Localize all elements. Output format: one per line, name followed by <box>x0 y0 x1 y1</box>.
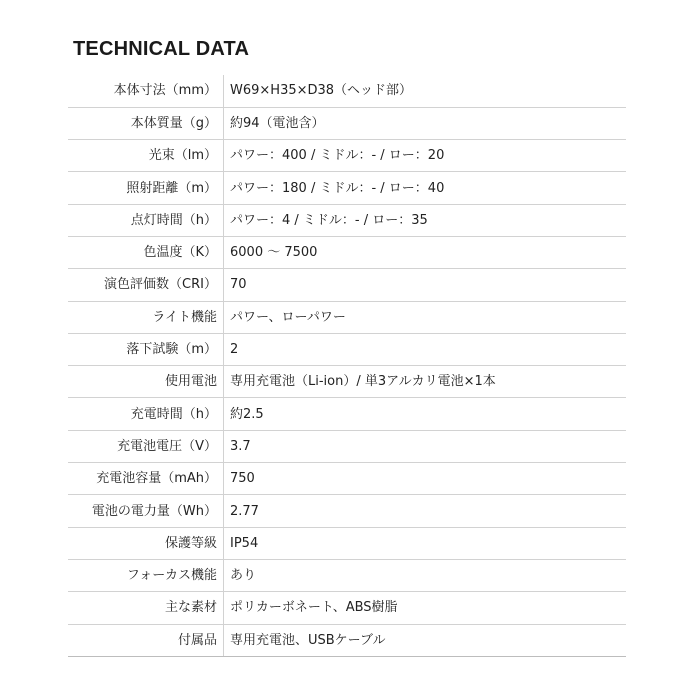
spec-label: 本体寸法（mm） <box>68 75 224 107</box>
spec-value: 専用充電池、USBケーブル <box>224 624 627 656</box>
spec-value: W69×H35×D38（ヘッド部） <box>224 75 627 107</box>
spec-row <box>68 236 626 268</box>
spec-label: 演色評価数（CRI） <box>68 269 224 301</box>
spec-row <box>68 140 626 172</box>
spec-value: パワー：180 / ミドル：- / ロー：40 <box>224 172 627 204</box>
spec-label: 主な素材 <box>68 592 224 624</box>
spec-value: IP54 <box>224 527 627 559</box>
spec-value: パワー：400 / ミドル：- / ロー：20 <box>224 140 627 172</box>
spec-row <box>68 463 626 495</box>
spec-label: フォーカス機能 <box>68 559 224 591</box>
spec-row <box>68 107 626 139</box>
spec-value: 6000 〜 7500 <box>224 236 627 268</box>
spec-value: ポリカーボネート、ABS樹脂 <box>224 592 627 624</box>
spec-row <box>68 301 626 333</box>
spec-table <box>68 75 626 657</box>
spec-row <box>68 366 626 398</box>
spec-row <box>68 172 626 204</box>
spec-row <box>68 624 626 656</box>
spec-row <box>68 398 626 430</box>
spec-label: 付属品 <box>68 624 224 656</box>
spec-value: 約94（電池含） <box>224 107 627 139</box>
spec-label: 充電池容量（mAh） <box>68 463 224 495</box>
spec-value: パワー、ローパワー <box>224 301 627 333</box>
spec-label: 充電時間（h） <box>68 398 224 430</box>
spec-label: ライト機能 <box>68 301 224 333</box>
spec-value: 専用充電池（Li-ion）/ 単3アルカリ電池×1本 <box>224 366 627 398</box>
spec-label: 本体質量（g） <box>68 107 224 139</box>
spec-value: 約2.5 <box>224 398 627 430</box>
spec-value: 3.7 <box>224 430 627 462</box>
spec-row <box>68 592 626 624</box>
spec-label: 点灯時間（h） <box>68 204 224 236</box>
spec-table-body <box>68 75 626 656</box>
spec-label: 落下試験（m） <box>68 333 224 365</box>
spec-row <box>68 75 626 107</box>
spec-label: 電池の電力量（Wh） <box>68 495 224 527</box>
page-title: TECHNICAL DATA <box>73 38 250 60</box>
spec-row <box>68 269 626 301</box>
spec-value: あり <box>224 559 627 591</box>
spec-row <box>68 527 626 559</box>
spec-value: 750 <box>224 463 627 495</box>
spec-label: 照射距離（m） <box>68 172 224 204</box>
spec-row <box>68 559 626 591</box>
spec-row <box>68 204 626 236</box>
spec-value: 2.77 <box>224 495 627 527</box>
spec-value: 70 <box>224 269 627 301</box>
spec-label: 使用電池 <box>68 366 224 398</box>
spec-row <box>68 333 626 365</box>
spec-value: 2 <box>224 333 627 365</box>
spec-row <box>68 430 626 462</box>
spec-label: 色温度（K） <box>68 236 224 268</box>
spec-label: 充電池電圧（V） <box>68 430 224 462</box>
spec-label: 光束（lm） <box>68 140 224 172</box>
spec-value: パワー：4 / ミドル：- / ロー：35 <box>224 204 627 236</box>
spec-label: 保護等級 <box>68 527 224 559</box>
spec-row <box>68 495 626 527</box>
